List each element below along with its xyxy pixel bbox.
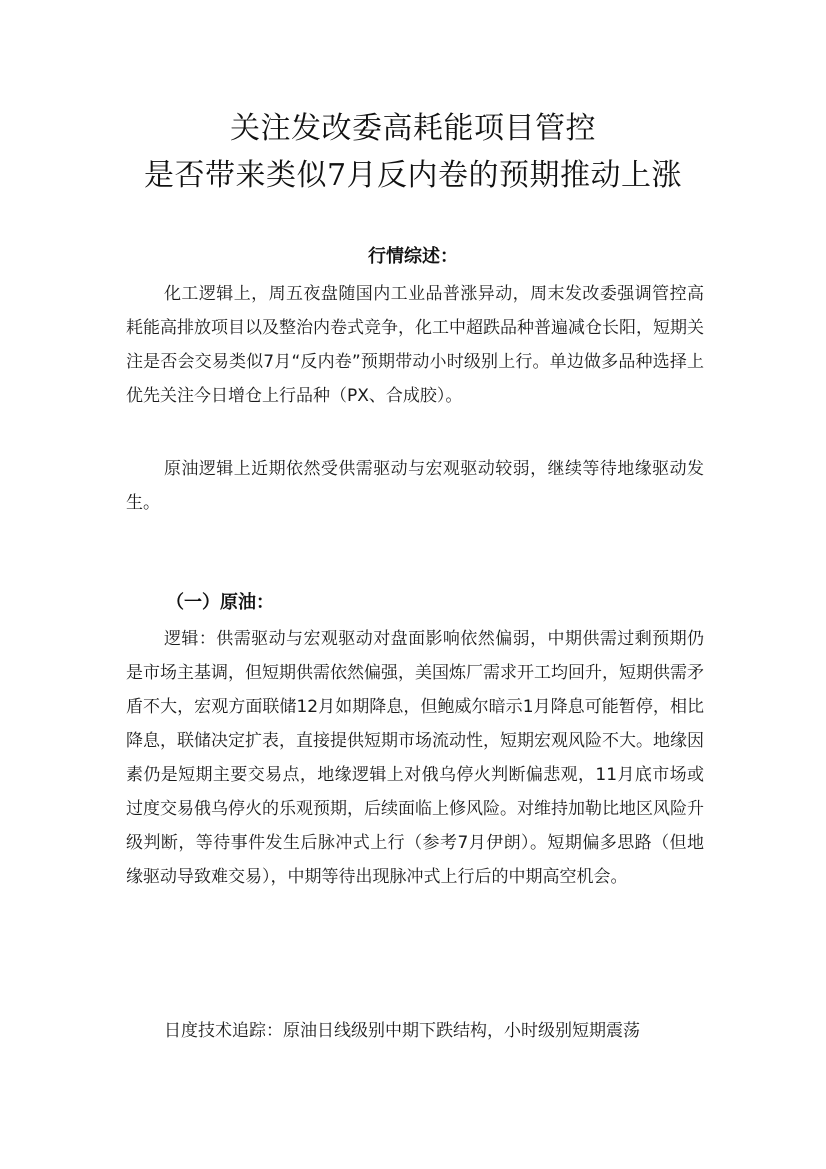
document-title-line-2: 是否带来类似7月反内卷的预期推动上涨 — [143, 158, 683, 193]
crude-oil-section-heading: （一）原油： — [166, 592, 274, 613]
document-title-line-1: 关注发改委高耗能项目管控 — [230, 111, 596, 146]
overview-paragraph-chemicals: 化工逻辑上，周五夜盘随国内工业品普涨异动，周末发改委强调管控高耗能高排放项目以及整治内卷式竞争，化工中超跌品种普遍减仓长阳，短期关注是否会交易类似7月“反内卷”预期带动小时级别上行。单边做多品种选择上优先关注今日增仓上行品种（PX、合成胶）。 — [126, 284, 704, 406]
overview-paragraph-crude: 原油逻辑上近期依然受供需驱动与宏观驱动较弱，继续等待地缘驱动发生。 — [126, 459, 704, 513]
crude-technical-paragraph: 日度技术追踪：原油日线级别中期下跌结构，小时级别短期震荡 — [164, 1021, 640, 1041]
crude-logic-paragraph: 逻辑：供需驱动与宏观驱动对盘面影响依然偏弱，中期供需过剩预期仍是市场主基调，但短期供需依然偏强，美国炼厂需求开工均回升，短期供需矛盾不大，宏观方面联储12月如期降息，但鲍威尔暗示1月降息可能暂停，相比降息，联储决定扩表，直接提供短期市场流动性，短期宏观风险不大。地缘因素仍是短期主要交易点，地缘逻辑上对俄乌停火判断偏悲观，11月底市场或过度交易俄乌停火的乐观预期，后续面临上修风险。对维持加勒比地区风险升级判断，等待事件发生后脉冲式上行（参考7月伊朗）。短期偏多思路（但地缘驱动导致难交易），中期等待出现脉冲式上行后的中期高空机会。 — [126, 629, 704, 887]
market-overview-heading: 行情综述： — [368, 246, 458, 267]
